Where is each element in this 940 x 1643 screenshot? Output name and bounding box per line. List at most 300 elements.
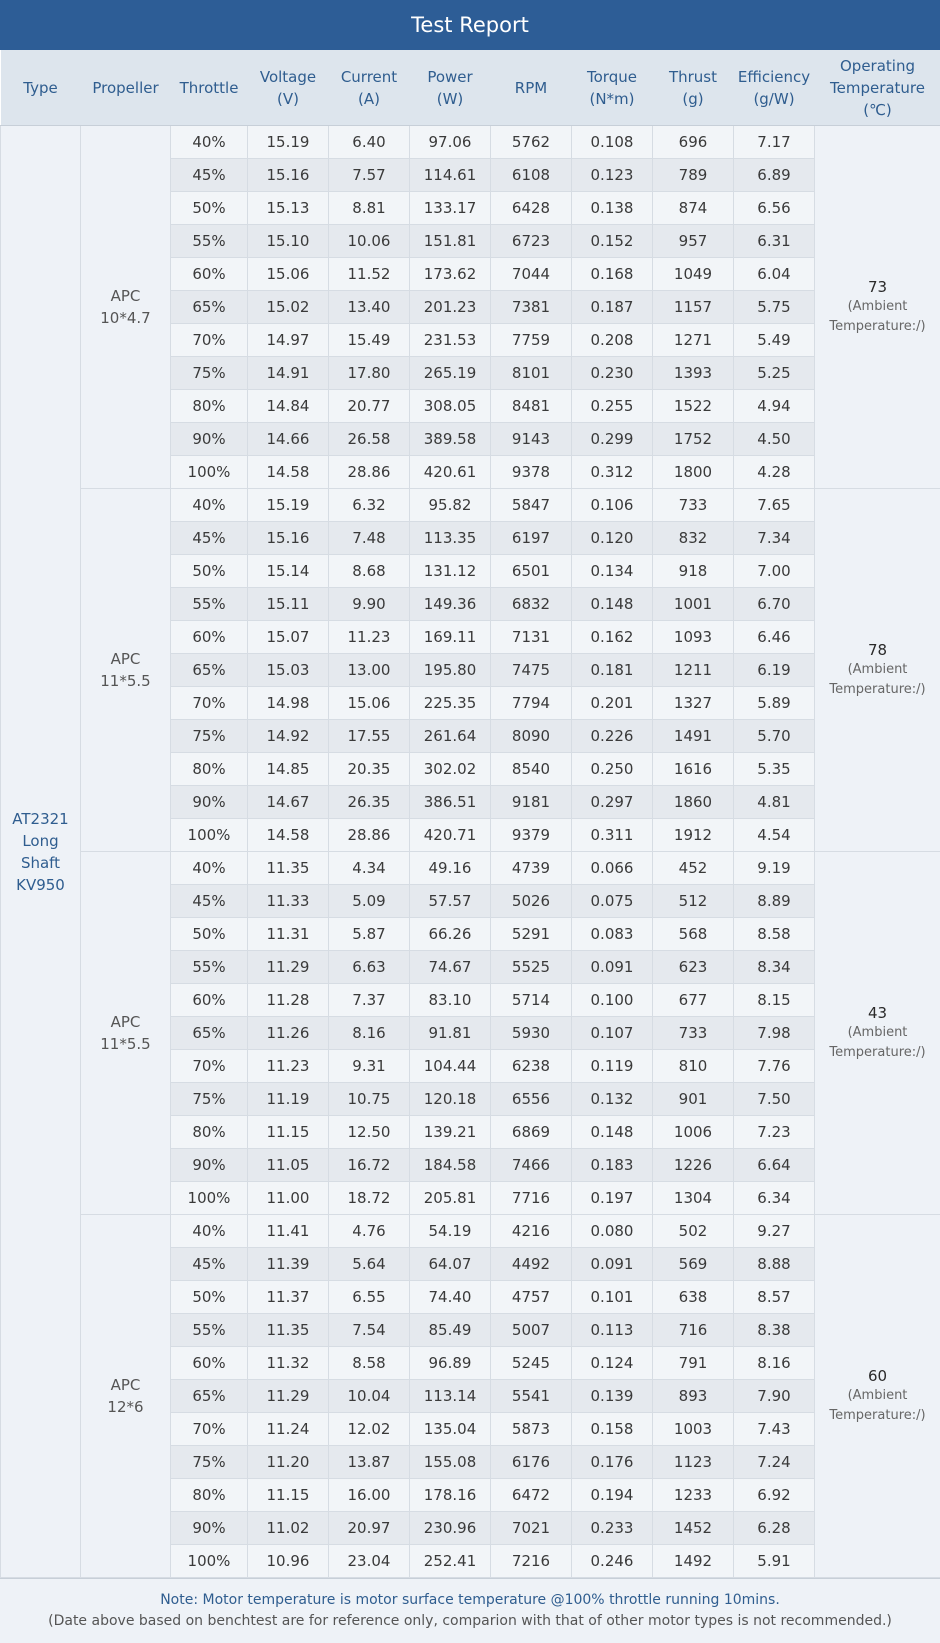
torque-cell: 0.123 xyxy=(572,159,653,192)
power-cell: 195.80 xyxy=(410,654,491,687)
thrust-cell: 623 xyxy=(653,951,734,984)
rpm-cell: 5847 xyxy=(491,489,572,522)
efficiency-cell: 5.89 xyxy=(734,687,815,720)
operating-temperature-cell xyxy=(815,1215,940,1578)
propeller-line: APC xyxy=(111,650,141,668)
voltage-cell: 14.98 xyxy=(248,687,329,720)
current-cell: 6.63 xyxy=(329,951,410,984)
efficiency-cell: 6.04 xyxy=(734,258,815,291)
torque-cell: 0.148 xyxy=(572,588,653,621)
table-row xyxy=(1,489,940,522)
ambient-temperature-note: Temperature:/) xyxy=(815,1406,940,1426)
thrust-cell: 1123 xyxy=(653,1446,734,1479)
rpm-cell: 7044 xyxy=(491,258,572,291)
power-cell: 261.64 xyxy=(410,720,491,753)
current-cell: 11.52 xyxy=(329,258,410,291)
throttle-cell: 60% xyxy=(171,621,248,654)
thrust-cell: 502 xyxy=(653,1215,734,1248)
temperature-value: 43 xyxy=(815,1003,940,1023)
power-cell: 155.08 xyxy=(410,1446,491,1479)
efficiency-cell: 5.25 xyxy=(734,357,815,390)
power-cell: 308.05 xyxy=(410,390,491,423)
header-current: Current (A) xyxy=(329,50,410,126)
voltage-cell: 15.19 xyxy=(248,126,329,159)
current-cell: 13.00 xyxy=(329,654,410,687)
throttle-cell: 100% xyxy=(171,819,248,852)
voltage-cell: 14.67 xyxy=(248,786,329,819)
rpm-cell: 5026 xyxy=(491,885,572,918)
torque-cell: 0.100 xyxy=(572,984,653,1017)
torque-cell: 0.183 xyxy=(572,1149,653,1182)
throttle-cell: 55% xyxy=(171,1314,248,1347)
voltage-cell: 11.15 xyxy=(248,1479,329,1512)
motor-type-line: KV950 xyxy=(16,876,65,894)
efficiency-cell: 7.43 xyxy=(734,1413,815,1446)
torque-cell: 0.311 xyxy=(572,819,653,852)
power-cell: 135.04 xyxy=(410,1413,491,1446)
voltage-cell: 11.00 xyxy=(248,1182,329,1215)
power-cell: 225.35 xyxy=(410,687,491,720)
current-cell: 18.72 xyxy=(329,1182,410,1215)
rpm-cell: 8481 xyxy=(491,390,572,423)
propeller-cell xyxy=(81,489,171,852)
torque-cell: 0.119 xyxy=(572,1050,653,1083)
torque-cell: 0.101 xyxy=(572,1281,653,1314)
throttle-cell: 75% xyxy=(171,357,248,390)
current-cell: 7.48 xyxy=(329,522,410,555)
rpm-cell: 6723 xyxy=(491,225,572,258)
propeller-cell xyxy=(81,126,171,489)
ambient-temperature-note: (Ambient xyxy=(815,660,940,680)
efficiency-cell: 8.57 xyxy=(734,1281,815,1314)
efficiency-cell: 5.70 xyxy=(734,720,815,753)
current-cell: 26.35 xyxy=(329,786,410,819)
power-cell: 114.61 xyxy=(410,159,491,192)
rpm-cell: 8090 xyxy=(491,720,572,753)
voltage-cell: 15.13 xyxy=(248,192,329,225)
current-cell: 26.58 xyxy=(329,423,410,456)
header-thrust: Thrust (g) xyxy=(653,50,734,126)
thrust-cell: 569 xyxy=(653,1248,734,1281)
thrust-cell: 1049 xyxy=(653,258,734,291)
thrust-cell: 791 xyxy=(653,1347,734,1380)
thrust-cell: 1093 xyxy=(653,621,734,654)
operating-temperature-cell xyxy=(815,126,940,489)
torque-cell: 0.106 xyxy=(572,489,653,522)
voltage-cell: 15.16 xyxy=(248,522,329,555)
throttle-cell: 65% xyxy=(171,1017,248,1050)
power-cell: 230.96 xyxy=(410,1512,491,1545)
torque-cell: 0.091 xyxy=(572,1248,653,1281)
throttle-cell: 50% xyxy=(171,555,248,588)
rpm-cell: 8101 xyxy=(491,357,572,390)
efficiency-cell: 7.76 xyxy=(734,1050,815,1083)
motor-type-cell xyxy=(1,126,81,1578)
rpm-cell: 7216 xyxy=(491,1545,572,1578)
efficiency-cell: 6.64 xyxy=(734,1149,815,1182)
table-row xyxy=(1,126,940,159)
voltage-cell: 11.32 xyxy=(248,1347,329,1380)
thrust-cell: 810 xyxy=(653,1050,734,1083)
torque-cell: 0.148 xyxy=(572,1116,653,1149)
throttle-cell: 55% xyxy=(171,225,248,258)
efficiency-cell: 7.90 xyxy=(734,1380,815,1413)
rpm-cell: 5525 xyxy=(491,951,572,984)
thrust-cell: 452 xyxy=(653,852,734,885)
current-cell: 10.75 xyxy=(329,1083,410,1116)
efficiency-cell: 8.38 xyxy=(734,1314,815,1347)
efficiency-cell: 6.31 xyxy=(734,225,815,258)
thrust-cell: 1860 xyxy=(653,786,734,819)
current-cell: 8.16 xyxy=(329,1017,410,1050)
current-cell: 15.06 xyxy=(329,687,410,720)
throttle-cell: 40% xyxy=(171,489,248,522)
rpm-cell: 7794 xyxy=(491,687,572,720)
voltage-cell: 15.07 xyxy=(248,621,329,654)
operating-temperature-cell xyxy=(815,852,940,1215)
current-cell: 8.58 xyxy=(329,1347,410,1380)
power-cell: 389.58 xyxy=(410,423,491,456)
torque-cell: 0.138 xyxy=(572,192,653,225)
rpm-cell: 4739 xyxy=(491,852,572,885)
efficiency-cell: 6.34 xyxy=(734,1182,815,1215)
report-title: Test Report xyxy=(0,0,940,50)
efficiency-cell: 7.65 xyxy=(734,489,815,522)
rpm-cell: 9143 xyxy=(491,423,572,456)
voltage-cell: 11.31 xyxy=(248,918,329,951)
ambient-temperature-note: Temperature:/) xyxy=(815,680,940,700)
ambient-temperature-note: Temperature:/) xyxy=(815,317,940,337)
torque-cell: 0.168 xyxy=(572,258,653,291)
throttle-cell: 45% xyxy=(171,1248,248,1281)
current-cell: 7.57 xyxy=(329,159,410,192)
voltage-cell: 11.20 xyxy=(248,1446,329,1479)
throttle-cell: 90% xyxy=(171,1512,248,1545)
rpm-cell: 7475 xyxy=(491,654,572,687)
voltage-cell: 11.28 xyxy=(248,984,329,1017)
throttle-cell: 70% xyxy=(171,687,248,720)
efficiency-cell: 4.54 xyxy=(734,819,815,852)
thrust-cell: 1492 xyxy=(653,1545,734,1578)
temperature-value: 60 xyxy=(815,1366,940,1386)
voltage-cell: 11.41 xyxy=(248,1215,329,1248)
efficiency-cell: 8.34 xyxy=(734,951,815,984)
torque-cell: 0.107 xyxy=(572,1017,653,1050)
thrust-cell: 733 xyxy=(653,1017,734,1050)
propeller-line: APC xyxy=(111,287,141,305)
torque-cell: 0.152 xyxy=(572,225,653,258)
header-voltage: Voltage (V) xyxy=(248,50,329,126)
rpm-cell: 4757 xyxy=(491,1281,572,1314)
current-cell: 13.87 xyxy=(329,1446,410,1479)
thrust-cell: 901 xyxy=(653,1083,734,1116)
power-cell: 265.19 xyxy=(410,357,491,390)
thrust-cell: 1491 xyxy=(653,720,734,753)
thrust-cell: 638 xyxy=(653,1281,734,1314)
power-cell: 133.17 xyxy=(410,192,491,225)
propeller-line: APC xyxy=(111,1376,141,1394)
throttle-cell: 80% xyxy=(171,753,248,786)
power-cell: 420.71 xyxy=(410,819,491,852)
rpm-cell: 4492 xyxy=(491,1248,572,1281)
efficiency-cell: 8.15 xyxy=(734,984,815,1017)
efficiency-cell: 6.19 xyxy=(734,654,815,687)
power-cell: 302.02 xyxy=(410,753,491,786)
voltage-cell: 14.58 xyxy=(248,819,329,852)
propeller-line: 11*5.5 xyxy=(100,672,150,690)
current-cell: 6.55 xyxy=(329,1281,410,1314)
current-cell: 4.76 xyxy=(329,1215,410,1248)
power-cell: 131.12 xyxy=(410,555,491,588)
throttle-cell: 90% xyxy=(171,1149,248,1182)
torque-cell: 0.250 xyxy=(572,753,653,786)
power-cell: 74.67 xyxy=(410,951,491,984)
thrust-cell: 1752 xyxy=(653,423,734,456)
voltage-cell: 11.23 xyxy=(248,1050,329,1083)
current-cell: 6.40 xyxy=(329,126,410,159)
voltage-cell: 15.03 xyxy=(248,654,329,687)
header-torque: Torque (N*m) xyxy=(572,50,653,126)
current-cell: 7.37 xyxy=(329,984,410,1017)
voltage-cell: 11.35 xyxy=(248,852,329,885)
power-cell: 184.58 xyxy=(410,1149,491,1182)
thrust-cell: 733 xyxy=(653,489,734,522)
torque-cell: 0.208 xyxy=(572,324,653,357)
rpm-cell: 5245 xyxy=(491,1347,572,1380)
voltage-cell: 14.84 xyxy=(248,390,329,423)
voltage-cell: 15.02 xyxy=(248,291,329,324)
thrust-cell: 677 xyxy=(653,984,734,1017)
torque-cell: 0.132 xyxy=(572,1083,653,1116)
rpm-cell: 7466 xyxy=(491,1149,572,1182)
throttle-cell: 75% xyxy=(171,720,248,753)
header-row xyxy=(1,50,940,126)
thrust-cell: 1304 xyxy=(653,1182,734,1215)
throttle-cell: 40% xyxy=(171,126,248,159)
motor-type-line: Long Shaft xyxy=(21,832,60,872)
throttle-cell: 40% xyxy=(171,1215,248,1248)
header-type: Type xyxy=(1,50,81,126)
torque-cell: 0.176 xyxy=(572,1446,653,1479)
thrust-cell: 1233 xyxy=(653,1479,734,1512)
torque-cell: 0.201 xyxy=(572,687,653,720)
power-cell: 169.11 xyxy=(410,621,491,654)
efficiency-cell: 5.91 xyxy=(734,1545,815,1578)
rpm-cell: 6472 xyxy=(491,1479,572,1512)
rpm-cell: 6501 xyxy=(491,555,572,588)
voltage-cell: 11.37 xyxy=(248,1281,329,1314)
current-cell: 16.72 xyxy=(329,1149,410,1182)
temperature-value: 78 xyxy=(815,640,940,660)
rpm-cell: 7021 xyxy=(491,1512,572,1545)
torque-cell: 0.066 xyxy=(572,852,653,885)
throttle-cell: 75% xyxy=(171,1446,248,1479)
thrust-cell: 1157 xyxy=(653,291,734,324)
efficiency-cell: 8.16 xyxy=(734,1347,815,1380)
rpm-cell: 9379 xyxy=(491,819,572,852)
torque-cell: 0.187 xyxy=(572,291,653,324)
thrust-cell: 512 xyxy=(653,885,734,918)
power-cell: 104.44 xyxy=(410,1050,491,1083)
voltage-cell: 15.11 xyxy=(248,588,329,621)
voltage-cell: 15.10 xyxy=(248,225,329,258)
voltage-cell: 15.14 xyxy=(248,555,329,588)
current-cell: 13.40 xyxy=(329,291,410,324)
throttle-cell: 100% xyxy=(171,1545,248,1578)
rpm-cell: 4216 xyxy=(491,1215,572,1248)
current-cell: 20.77 xyxy=(329,390,410,423)
rpm-cell: 7381 xyxy=(491,291,572,324)
current-cell: 7.54 xyxy=(329,1314,410,1347)
voltage-cell: 11.24 xyxy=(248,1413,329,1446)
header-power: Power (W) xyxy=(410,50,491,126)
thrust-cell: 696 xyxy=(653,126,734,159)
torque-cell: 0.124 xyxy=(572,1347,653,1380)
rpm-cell: 9181 xyxy=(491,786,572,819)
current-cell: 23.04 xyxy=(329,1545,410,1578)
current-cell: 15.49 xyxy=(329,324,410,357)
thrust-cell: 874 xyxy=(653,192,734,225)
torque-cell: 0.139 xyxy=(572,1380,653,1413)
voltage-cell: 11.39 xyxy=(248,1248,329,1281)
header-operating-temperature: Operating Temperature (℃) xyxy=(815,50,940,126)
propeller-line: 10*4.7 xyxy=(100,309,150,327)
efficiency-cell: 7.17 xyxy=(734,126,815,159)
throttle-cell: 50% xyxy=(171,918,248,951)
torque-cell: 0.226 xyxy=(572,720,653,753)
efficiency-cell: 4.81 xyxy=(734,786,815,819)
power-cell: 74.40 xyxy=(410,1281,491,1314)
efficiency-cell: 6.70 xyxy=(734,588,815,621)
torque-cell: 0.299 xyxy=(572,423,653,456)
throttle-cell: 65% xyxy=(171,291,248,324)
rpm-cell: 5930 xyxy=(491,1017,572,1050)
power-cell: 120.18 xyxy=(410,1083,491,1116)
rpm-cell: 6428 xyxy=(491,192,572,225)
propeller-line: 11*5.5 xyxy=(100,1035,150,1053)
test-report-table xyxy=(0,50,940,1578)
efficiency-cell: 6.46 xyxy=(734,621,815,654)
power-cell: 205.81 xyxy=(410,1182,491,1215)
thrust-cell: 1327 xyxy=(653,687,734,720)
thrust-cell: 1522 xyxy=(653,390,734,423)
power-cell: 139.21 xyxy=(410,1116,491,1149)
thrust-cell: 568 xyxy=(653,918,734,951)
propeller-cell xyxy=(81,1215,171,1578)
efficiency-cell: 9.19 xyxy=(734,852,815,885)
throttle-cell: 70% xyxy=(171,1413,248,1446)
throttle-cell: 100% xyxy=(171,456,248,489)
voltage-cell: 14.58 xyxy=(248,456,329,489)
torque-cell: 0.230 xyxy=(572,357,653,390)
throttle-cell: 65% xyxy=(171,1380,248,1413)
torque-cell: 0.181 xyxy=(572,654,653,687)
throttle-cell: 75% xyxy=(171,1083,248,1116)
rpm-cell: 8540 xyxy=(491,753,572,786)
current-cell: 10.04 xyxy=(329,1380,410,1413)
rpm-cell: 6869 xyxy=(491,1116,572,1149)
table-row xyxy=(1,852,940,885)
torque-cell: 0.255 xyxy=(572,390,653,423)
thrust-cell: 1616 xyxy=(653,753,734,786)
throttle-cell: 60% xyxy=(171,258,248,291)
power-cell: 64.07 xyxy=(410,1248,491,1281)
current-cell: 5.64 xyxy=(329,1248,410,1281)
power-cell: 252.41 xyxy=(410,1545,491,1578)
throttle-cell: 90% xyxy=(171,423,248,456)
efficiency-cell: 7.00 xyxy=(734,555,815,588)
efficiency-cell: 9.27 xyxy=(734,1215,815,1248)
rpm-cell: 5873 xyxy=(491,1413,572,1446)
rpm-cell: 9378 xyxy=(491,456,572,489)
torque-cell: 0.108 xyxy=(572,126,653,159)
rpm-cell: 5007 xyxy=(491,1314,572,1347)
current-cell: 9.31 xyxy=(329,1050,410,1083)
torque-cell: 0.080 xyxy=(572,1215,653,1248)
voltage-cell: 14.66 xyxy=(248,423,329,456)
efficiency-cell: 5.75 xyxy=(734,291,815,324)
ambient-temperature-note: (Ambient xyxy=(815,1386,940,1406)
efficiency-cell: 7.23 xyxy=(734,1116,815,1149)
efficiency-cell: 8.89 xyxy=(734,885,815,918)
torque-cell: 0.075 xyxy=(572,885,653,918)
voltage-cell: 14.92 xyxy=(248,720,329,753)
rpm-cell: 6832 xyxy=(491,588,572,621)
rpm-cell: 6238 xyxy=(491,1050,572,1083)
throttle-cell: 55% xyxy=(171,951,248,984)
footer-notes xyxy=(0,1578,940,1643)
efficiency-cell: 5.49 xyxy=(734,324,815,357)
voltage-cell: 11.33 xyxy=(248,885,329,918)
throttle-cell: 50% xyxy=(171,192,248,225)
rpm-cell: 6556 xyxy=(491,1083,572,1116)
throttle-cell: 50% xyxy=(171,1281,248,1314)
current-cell: 5.09 xyxy=(329,885,410,918)
rpm-cell: 5291 xyxy=(491,918,572,951)
current-cell: 8.68 xyxy=(329,555,410,588)
voltage-cell: 14.97 xyxy=(248,324,329,357)
efficiency-cell: 8.58 xyxy=(734,918,815,951)
power-cell: 151.81 xyxy=(410,225,491,258)
power-cell: 91.81 xyxy=(410,1017,491,1050)
power-cell: 420.61 xyxy=(410,456,491,489)
throttle-cell: 90% xyxy=(171,786,248,819)
current-cell: 9.90 xyxy=(329,588,410,621)
voltage-cell: 11.02 xyxy=(248,1512,329,1545)
power-cell: 149.36 xyxy=(410,588,491,621)
power-cell: 66.26 xyxy=(410,918,491,951)
throttle-cell: 80% xyxy=(171,390,248,423)
torque-cell: 0.246 xyxy=(572,1545,653,1578)
current-cell: 12.02 xyxy=(329,1413,410,1446)
efficiency-cell: 8.88 xyxy=(734,1248,815,1281)
thrust-cell: 893 xyxy=(653,1380,734,1413)
throttle-cell: 70% xyxy=(171,1050,248,1083)
throttle-cell: 55% xyxy=(171,588,248,621)
current-cell: 5.87 xyxy=(329,918,410,951)
torque-cell: 0.312 xyxy=(572,456,653,489)
thrust-cell: 957 xyxy=(653,225,734,258)
power-cell: 178.16 xyxy=(410,1479,491,1512)
torque-cell: 0.162 xyxy=(572,621,653,654)
torque-cell: 0.120 xyxy=(572,522,653,555)
rpm-cell: 7759 xyxy=(491,324,572,357)
efficiency-cell: 7.50 xyxy=(734,1083,815,1116)
torque-cell: 0.194 xyxy=(572,1479,653,1512)
thrust-cell: 1006 xyxy=(653,1116,734,1149)
power-cell: 96.89 xyxy=(410,1347,491,1380)
header-throttle: Throttle xyxy=(171,50,248,126)
